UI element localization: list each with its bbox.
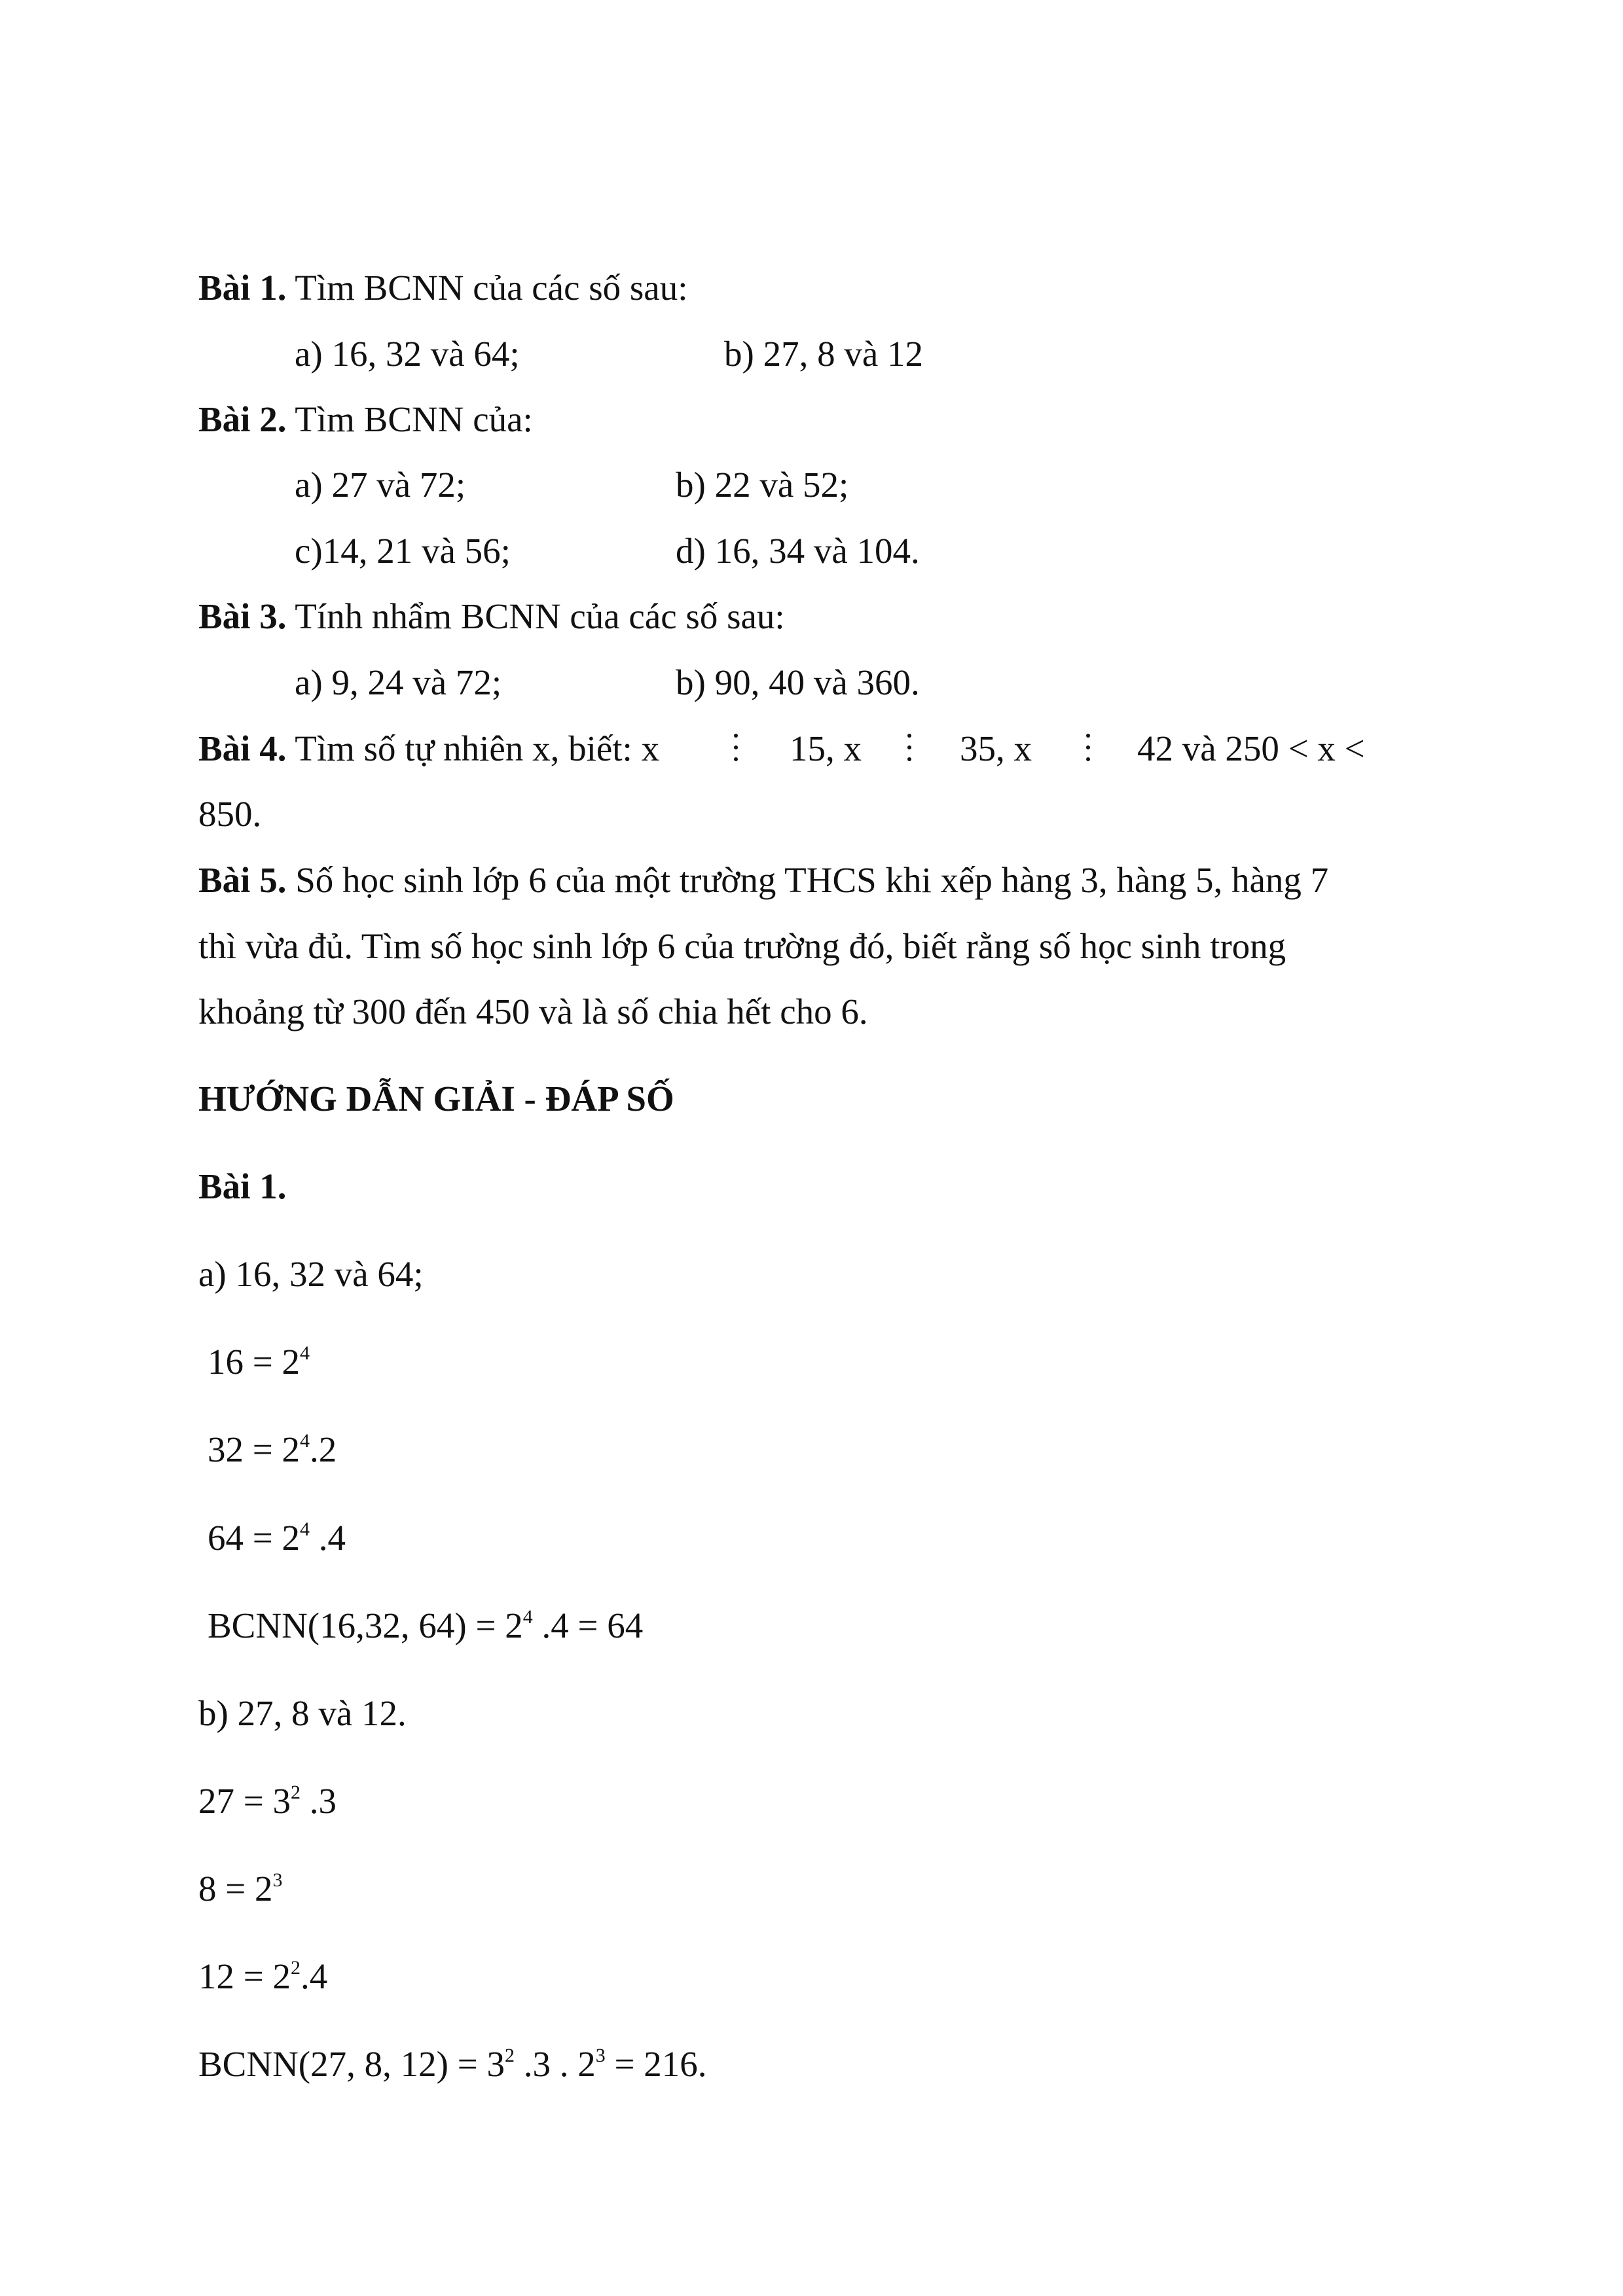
- exercise-3-text: Tính nhẩm BCNN của các số sau:: [286, 596, 785, 636]
- expression-middle: .3 . 2: [514, 2044, 596, 2084]
- expression-tail: .4: [310, 1518, 346, 1558]
- solution-1a-result: [208, 1607, 643, 1643]
- expression: 16 = 2: [208, 1342, 301, 1382]
- exponent: 2: [504, 2045, 515, 2066]
- exercise-4: [198, 730, 659, 766]
- expression: 12 = 2: [198, 1956, 291, 1996]
- solution-1a-title: a) 16, 32 và 64;: [198, 1254, 424, 1294]
- exercise-4-text-3: 35, x: [960, 728, 1032, 768]
- exercise-2-c: c)14, 21 và 56;: [295, 531, 511, 571]
- exponent: 3: [272, 1869, 283, 1891]
- solution-1-title: Bài 1.: [198, 1166, 287, 1206]
- exercise-3-a: a) 9, 24 và 72;: [295, 662, 502, 702]
- exponent: 4: [522, 1606, 533, 1628]
- expression-tail: .3: [301, 1781, 337, 1821]
- solution-1a-step-1: [208, 1344, 310, 1380]
- exercise-2-d: d) 16, 34 và 104.: [676, 531, 920, 571]
- exercise-1: [198, 270, 688, 306]
- exercise-3-b: b) 90, 40 và 360.: [676, 662, 920, 702]
- expression: 32 = 2: [208, 1429, 301, 1469]
- expression-tail: .2: [310, 1429, 337, 1469]
- exercise-1-text: Tìm BCNN của các số sau:: [286, 268, 688, 308]
- solution-1b-step-2: [198, 1871, 283, 1907]
- divisible-symbol: [903, 732, 915, 762]
- exercise-2: [198, 401, 533, 437]
- expression: BCNN(27, 8, 12) = 3: [198, 2044, 505, 2084]
- expression: BCNN(16,32, 64) = 2: [208, 1605, 523, 1645]
- exercise-5-line-1: Số học sinh lớp 6 của một trường THCS khi xếp hàng 3, hàng 5, hàng 7: [286, 860, 1329, 900]
- exercise-2-text: Tìm BCNN của:: [286, 399, 533, 439]
- exponent: 2: [291, 1782, 301, 1803]
- exercise-5: [198, 862, 1328, 898]
- exercise-5-line-2: thì vừa đủ. Tìm số học sinh lớp 6 của trường đó, biết rằng số học sinh trong: [198, 926, 1286, 966]
- divisible-symbol: [730, 732, 742, 762]
- exercise-2-a: a) 27 và 72;: [295, 465, 466, 505]
- exercise-2-title: Bài 2.: [198, 399, 287, 439]
- exercise-4-text-4: 42 và 250 < x <: [1137, 728, 1365, 768]
- solution-1a-step-3: [208, 1520, 346, 1556]
- solution-1b-step-1: [198, 1783, 337, 1819]
- exercise-4-title: Bài 4.: [198, 728, 287, 768]
- expression-tail: .4 = 64: [532, 1605, 644, 1645]
- expression: 8 = 2: [198, 1869, 273, 1909]
- exercise-4-text-1: Tìm số tự nhiên x, biết: x: [286, 728, 660, 768]
- exercise-5-title: Bài 5.: [198, 860, 287, 900]
- solution-1b-result: [198, 2046, 707, 2082]
- expression: 27 = 3: [198, 1781, 291, 1821]
- expression: 64 = 2: [208, 1518, 301, 1558]
- exercise-5-line-3: khoảng từ 300 đến 450 và là số chia hết cho 6.: [198, 992, 868, 1031]
- exercise-4-text-2: 15, x: [790, 728, 862, 768]
- expression-tail: .4: [301, 1956, 328, 1996]
- exponent: 4: [300, 1342, 310, 1364]
- exercise-2-b: b) 22 và 52;: [676, 465, 849, 505]
- exponent: 3: [595, 2045, 606, 2066]
- exercise-3: [198, 598, 785, 634]
- expression-tail: = 216.: [605, 2044, 707, 2084]
- solution-1b-step-3: [198, 1958, 327, 1994]
- solution-1a-step-2: [208, 1431, 337, 1467]
- exponent: 4: [300, 1518, 310, 1540]
- exercise-4-text-5: 850.: [198, 794, 262, 834]
- divisible-symbol: [1082, 732, 1094, 762]
- exercise-1-title: Bài 1.: [198, 268, 287, 308]
- exercise-1-b: b) 27, 8 và 12: [724, 334, 923, 374]
- exponent: 4: [300, 1430, 310, 1452]
- exponent: 2: [291, 1957, 301, 1979]
- exercise-1-a: a) 16, 32 và 64;: [295, 334, 520, 374]
- solutions-heading: HƯỚNG DẪN GIẢI - ĐÁP SỐ: [198, 1079, 674, 1119]
- solution-1b-title: b) 27, 8 và 12.: [198, 1693, 407, 1733]
- exercise-3-title: Bài 3.: [198, 596, 287, 636]
